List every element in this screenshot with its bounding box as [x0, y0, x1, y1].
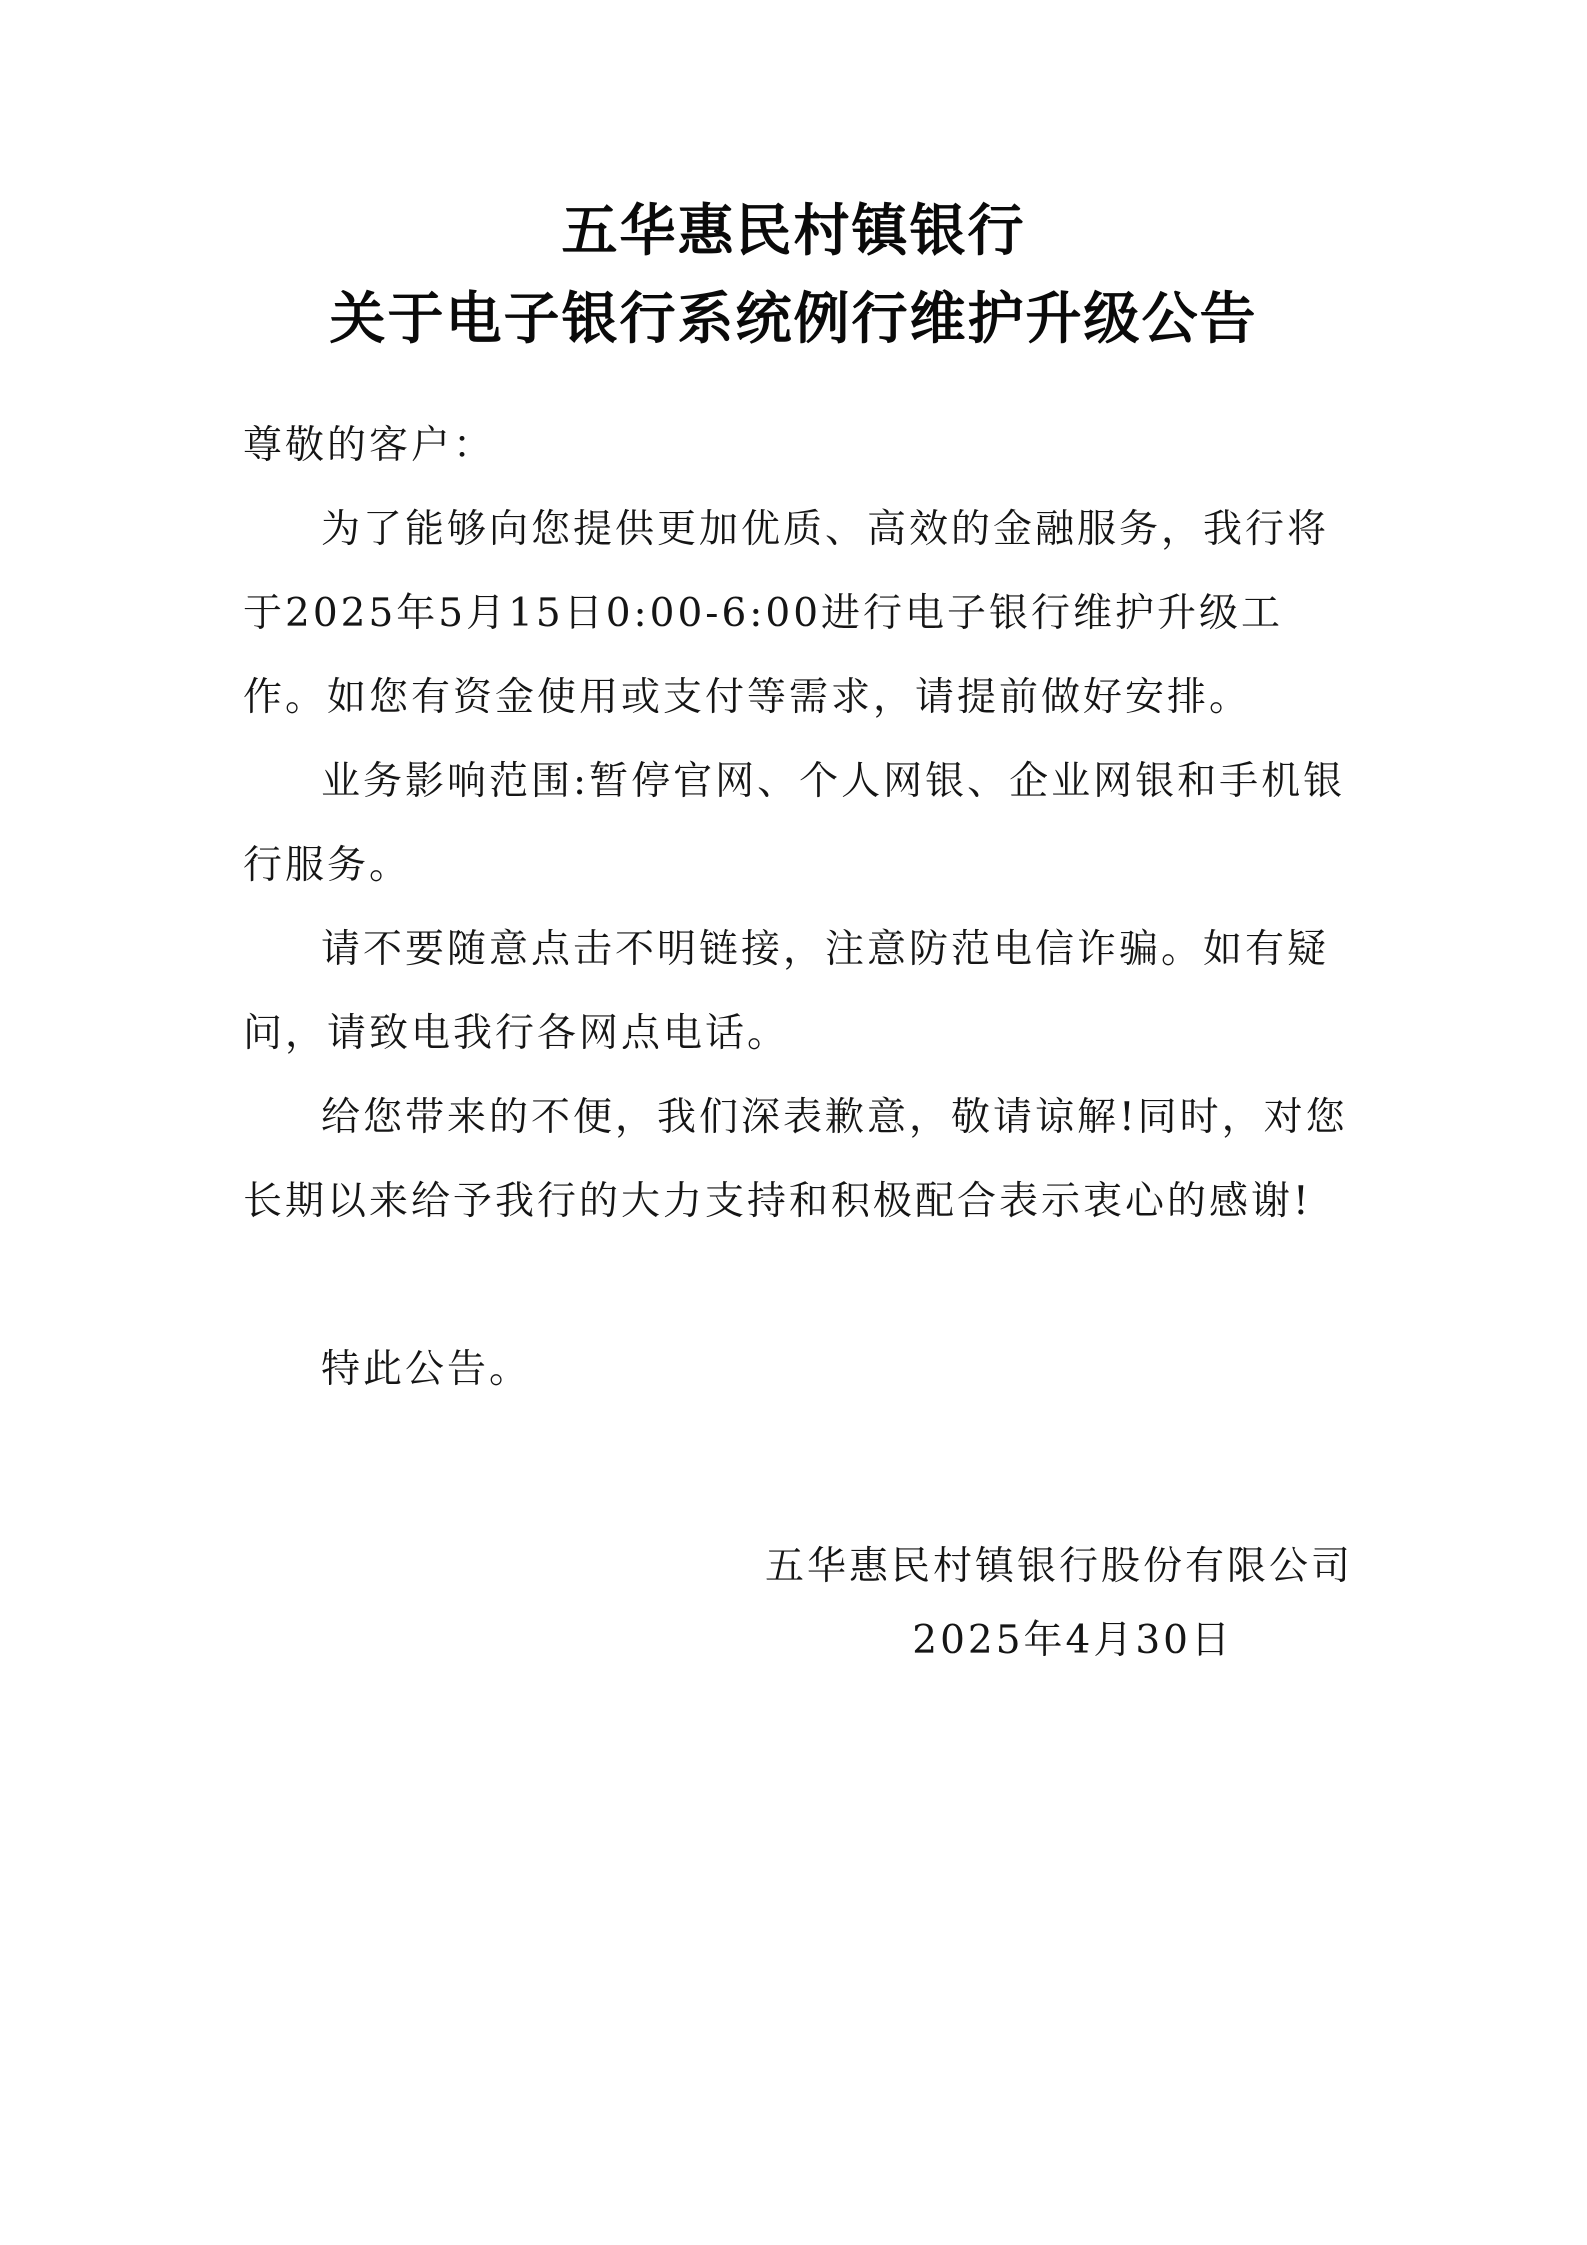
- document-title-bank-name: 五华惠民村镇银行: [561, 199, 1026, 264]
- paragraph-maintenance-schedule: 为了能够向您提供更加优质、高效的金融服务，我行将于2025年5月15日0:00-6:00进行电子银行维护升级工作。如您有资金使用或支付等需求，请提前做好安排。: [243, 507, 1330, 720]
- salutation: 尊敬的客户：: [243, 423, 496, 468]
- signature-organization: 五华惠民村镇银行股份有限公司: [764, 1544, 1353, 1589]
- paragraph-closing: 特此公告。: [321, 1347, 532, 1392]
- document-title-notice: 关于电子银行系统例行维护升级公告: [329, 287, 1258, 352]
- paragraph-fraud-warning: 请不要随意点击不明链接，注意防范电信诈骗。如有疑问，请致电我行各网点电话。: [243, 927, 1330, 1056]
- paragraph-apology: 给您带来的不便，我们深表歉意，敬请谅解!同时，对您长期以来给予我行的大力支持和积极配合表示衷心的感谢!: [243, 1095, 1348, 1224]
- paragraph-affected-services: 业务影响范围:暂停官网、个人网银、企业网银和手机银行服务。: [243, 759, 1346, 888]
- signature-date: 2025年4月30日: [912, 1618, 1233, 1663]
